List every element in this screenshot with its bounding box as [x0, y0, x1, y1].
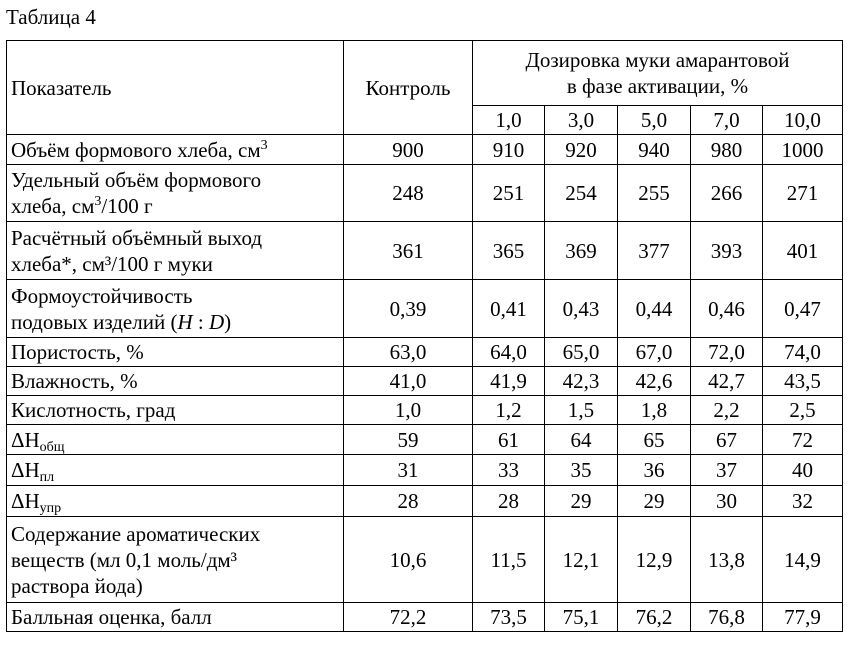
cell-value: 0,44	[618, 280, 691, 338]
header-dose: 10,0	[763, 106, 843, 135]
control-value: 41,0	[344, 367, 473, 396]
control-value: 361	[344, 222, 473, 280]
cell-value: 980	[691, 135, 763, 165]
control-value: 0,39	[344, 280, 473, 338]
control-value: 31	[344, 455, 473, 486]
table-row	[7, 396, 843, 425]
row-label: Объём формового хлеба, $см^3$	[7, 135, 344, 165]
cell-value: 42,6	[618, 367, 691, 396]
cell-value: 266	[691, 165, 763, 222]
table-row	[7, 367, 843, 396]
table-row	[7, 486, 843, 517]
cell-value: 35	[545, 455, 618, 486]
control-value: 10,6	[344, 517, 473, 603]
cell-value: 251	[473, 165, 545, 222]
control-value: 1,0	[344, 396, 473, 425]
cell-value: 13,8	[691, 517, 763, 603]
row-label: Формоустойчивость подовых изделий (H : D)	[7, 280, 344, 338]
cell-value: 74,0	[763, 338, 843, 367]
control-value: 63,0	[344, 338, 473, 367]
row-label: Удельный объём формового хлеба, $см^3/100$ г	[7, 165, 344, 222]
cell-value: 377	[618, 222, 691, 280]
cell-value: 42,7	[691, 367, 763, 396]
cell-value: 29	[545, 486, 618, 517]
header-dose: 5,0	[618, 106, 691, 135]
row-label: Влажность, %	[7, 367, 344, 396]
header-dose: 7,0	[691, 106, 763, 135]
cell-value: 64,0	[473, 338, 545, 367]
cell-value: 1,2	[473, 396, 545, 425]
cell-value: 2,2	[691, 396, 763, 425]
table-row	[7, 455, 843, 486]
cell-value: 12,1	[545, 517, 618, 603]
cell-value: 910	[473, 135, 545, 165]
cell-value: 72,0	[691, 338, 763, 367]
row-label: $\Delta H_{общ}$	[7, 425, 344, 455]
row-label: Кислотность, град	[7, 396, 344, 425]
results-table	[6, 40, 843, 632]
cell-value: 254	[545, 165, 618, 222]
table-row	[7, 280, 843, 338]
cell-value: 36	[618, 455, 691, 486]
row-label: $\Delta H_{пл}$	[7, 455, 344, 486]
header-indicator: Показатель	[7, 41, 344, 135]
cell-value: 67,0	[618, 338, 691, 367]
control-value: 72,2	[344, 603, 473, 632]
cell-value: 75,1	[545, 603, 618, 632]
table-row	[7, 603, 843, 632]
control-value: 28	[344, 486, 473, 517]
cell-value: 255	[618, 165, 691, 222]
cell-value: 29	[618, 486, 691, 517]
row-label: Расчётный объёмный выход хлеба*, см³/100 г муки	[7, 222, 344, 280]
table-row	[7, 425, 843, 455]
cell-value: 76,8	[691, 603, 763, 632]
header-dosage: Дозировка муки амарантовой в фазе активации, %	[473, 41, 843, 106]
cell-value: 271	[763, 165, 843, 222]
cell-value: 0,41	[473, 280, 545, 338]
control-value: 248	[344, 165, 473, 222]
cell-value: 61	[473, 425, 545, 455]
cell-value: 37	[691, 455, 763, 486]
cell-value: 41,9	[473, 367, 545, 396]
row-label: $\Delta H_{упр}$	[7, 486, 344, 517]
cell-value: 393	[691, 222, 763, 280]
cell-value: 1,5	[545, 396, 618, 425]
header-row-1	[7, 41, 843, 106]
header-dose: 1,0	[473, 106, 545, 135]
cell-value: 1000	[763, 135, 843, 165]
row-label: Балльная оценка, балл	[7, 603, 344, 632]
cell-value: 0,47	[763, 280, 843, 338]
cell-value: 73,5	[473, 603, 545, 632]
cell-value: 920	[545, 135, 618, 165]
cell-value: 40	[763, 455, 843, 486]
cell-value: 11,5	[473, 517, 545, 603]
cell-value: 30	[691, 486, 763, 517]
header-control: Контроль	[344, 41, 473, 135]
table-row	[7, 165, 843, 222]
cell-value: 12,9	[618, 517, 691, 603]
cell-value: 0,46	[691, 280, 763, 338]
cell-value: 76,2	[618, 603, 691, 632]
cell-value: 401	[763, 222, 843, 280]
cell-value: 72	[763, 425, 843, 455]
cell-value: 2,5	[763, 396, 843, 425]
control-value: 59	[344, 425, 473, 455]
table-row	[7, 222, 843, 280]
cell-value: 77,9	[763, 603, 843, 632]
cell-value: 14,9	[763, 517, 843, 603]
cell-value: 369	[545, 222, 618, 280]
cell-value: 32	[763, 486, 843, 517]
table-row	[7, 517, 843, 603]
row-label: Пористость, %	[7, 338, 344, 367]
cell-value: 0,43	[545, 280, 618, 338]
control-value: 900	[344, 135, 473, 165]
header-dose: 3,0	[545, 106, 618, 135]
cell-value: 1,8	[618, 396, 691, 425]
table-row	[7, 135, 843, 165]
cell-value: 65,0	[545, 338, 618, 367]
cell-value: 940	[618, 135, 691, 165]
cell-value: 43,5	[763, 367, 843, 396]
cell-value: 28	[473, 486, 545, 517]
cell-value: 33	[473, 455, 545, 486]
cell-value: 42,3	[545, 367, 618, 396]
table-row	[7, 338, 843, 367]
cell-value: 64	[545, 425, 618, 455]
table-caption: Таблица 4	[6, 5, 96, 29]
cell-value: 65	[618, 425, 691, 455]
cell-value: 67	[691, 425, 763, 455]
cell-value: 365	[473, 222, 545, 280]
row-label: Содержание ароматических веществ (мл 0,1 моль/дм³ раствора йода)	[7, 517, 344, 603]
